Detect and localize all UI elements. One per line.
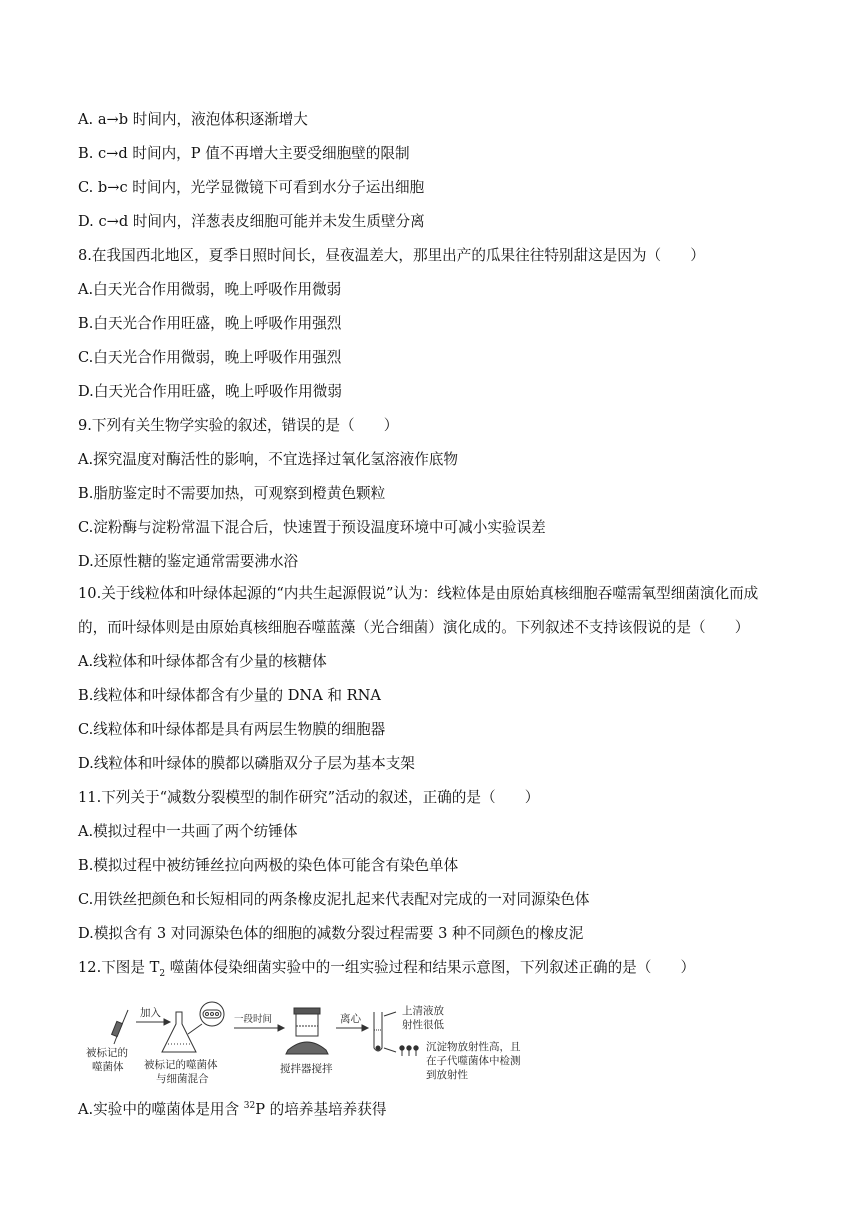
q7-option-c: C. b→c 时间内，光学显微镜下可看到水分子运出细胞 — [78, 179, 425, 196]
label-supernatant-2: 射性很低 — [402, 1019, 444, 1031]
q12-stem-text-rest: 噬菌体侵染细菌实验中的一组实验过程和结果示意图，下列叙述正确的是（ ） — [165, 959, 696, 976]
q10-option-a: A.线粒体和叶绿体都含有少量的核糖体 — [78, 653, 327, 670]
test-tube-icon — [374, 1012, 396, 1052]
q10-option-c: C.线粒体和叶绿体都是具有两层生物膜的细胞器 — [78, 721, 386, 738]
q10-stem-line2: 的，而叶绿体则是由原始真核细胞吞噬蓝藻（光合细菌）演化成的。下列叙述不支持该假说的是（ ） — [78, 619, 750, 636]
label-sediment-2: 在子代噬菌体中检测 — [426, 1055, 521, 1067]
q8-stem: 8.在我国西北地区，夏季日照时间长，昼夜温差大，那里出产的瓜果往往特别甜这是因为（ ） — [78, 247, 705, 264]
q11-option-a: A.模拟过程中一共画了两个纺锤体 — [78, 823, 298, 840]
label-mix-1: 被标记的噬菌体 — [144, 1059, 218, 1071]
arrow-add-icon — [136, 1019, 170, 1025]
q8-option-b: B.白天光合作用旺盛，晚上呼吸作用强烈 — [78, 315, 342, 332]
label-centrifuge: 离心 — [340, 1013, 361, 1025]
label-add: 加入 — [140, 1007, 161, 1019]
phage-experiment-figure — [84, 1000, 524, 1092]
q12-stem-subscript: 2 — [159, 968, 166, 979]
q8-option-a: A.白天光合作用微弱，晚上呼吸作用微弱 — [78, 281, 342, 298]
label-sediment-1: 沉淀物放射性高，且 — [426, 1041, 521, 1053]
q7-option-d: D. c→d 时间内，洋葱表皮细胞可能并未发生质壁分离 — [78, 213, 425, 230]
q9-stem: 9.下列有关生物学实验的叙述，错误的是（ ） — [78, 417, 399, 434]
q11-option-d: D.模拟含有 3 对同源染色体的细胞的减数分裂过程需要 3 种不同颜色的橡皮泥 — [78, 925, 584, 942]
q9-option-c: C.淀粉酶与淀粉常温下混合后，快速置于预设温度环境中可减小实验误差 — [78, 519, 546, 536]
q11-stem: 11.下列关于“减数分裂模型的制作研究”活动的叙述，正确的是（ ） — [78, 789, 540, 806]
label-time: 一段时间 — [234, 1014, 273, 1025]
q12-option-a — [78, 1100, 386, 1120]
q9-option-d: D.还原性糖的鉴定通常需要沸水浴 — [78, 553, 299, 570]
q8-option-d: D.白天光合作用旺盛，晚上呼吸作用微弱 — [78, 383, 342, 400]
label-supernatant-1: 上清液放 — [402, 1005, 444, 1017]
q12-stem-text: 12.下图是 T — [78, 959, 160, 976]
blender-icon — [286, 1008, 328, 1054]
label-labeled-phage-2: 噬菌体 — [92, 1061, 124, 1073]
arrow-time-icon — [234, 1025, 284, 1031]
q12-option-a-text: A.实验中的噬菌体是用含 — [78, 1101, 244, 1118]
arrow-centrifuge-icon — [336, 1025, 368, 1031]
q11-option-b: B.模拟过程中被纺锤丝拉向两极的染色体可能含有染色单体 — [78, 857, 459, 874]
q12-option-a-superscript: 32 — [243, 1101, 256, 1112]
q12-stem — [78, 958, 695, 978]
label-mix-2: 与细菌混合 — [156, 1073, 209, 1085]
q7-option-a: A. a→b 时间内，液泡体积逐渐增大 — [78, 111, 308, 128]
q9-option-b: B.脂肪鉴定时不需要加热，可观察到橙黄色颗粒 — [78, 485, 386, 502]
pipette-icon — [112, 1010, 128, 1044]
q7-option-b: B. c→d 时间内，P 值不再增大主要受细胞壁的限制 — [78, 145, 410, 162]
q9-option-a: A.探究温度对酶活性的影响，不宜选择过氧化氢溶液作底物 — [78, 451, 459, 468]
q10-stem-line1: 10.关于线粒体和叶绿体起源的“内共生起源假说”认为：线粒体是由原始真核细胞吞噬需氧型细菌演化而成 — [78, 585, 759, 602]
label-sediment-3: 到放射性 — [426, 1069, 468, 1081]
label-stirrer: 搅拌器搅拌 — [280, 1063, 333, 1075]
magnified-phage-bubble-icon — [188, 1002, 224, 1034]
progeny-phage-icon — [400, 1046, 418, 1056]
q10-option-d: D.线粒体和叶绿体的膜都以磷脂双分子层为基本支架 — [78, 755, 415, 772]
label-labeled-phage-1: 被标记的 — [86, 1047, 128, 1059]
q12-option-a-text-rest: P 的培养基培养获得 — [255, 1101, 387, 1118]
q8-option-c: C.白天光合作用微弱，晚上呼吸作用强烈 — [78, 349, 342, 366]
q10-option-b: B.线粒体和叶绿体都含有少量的 DNA 和 RNA — [78, 687, 381, 704]
q11-option-c: C.用铁丝把颜色和长短相同的两条橡皮泥扎起来代表配对完成的一对同源染色体 — [78, 891, 590, 908]
